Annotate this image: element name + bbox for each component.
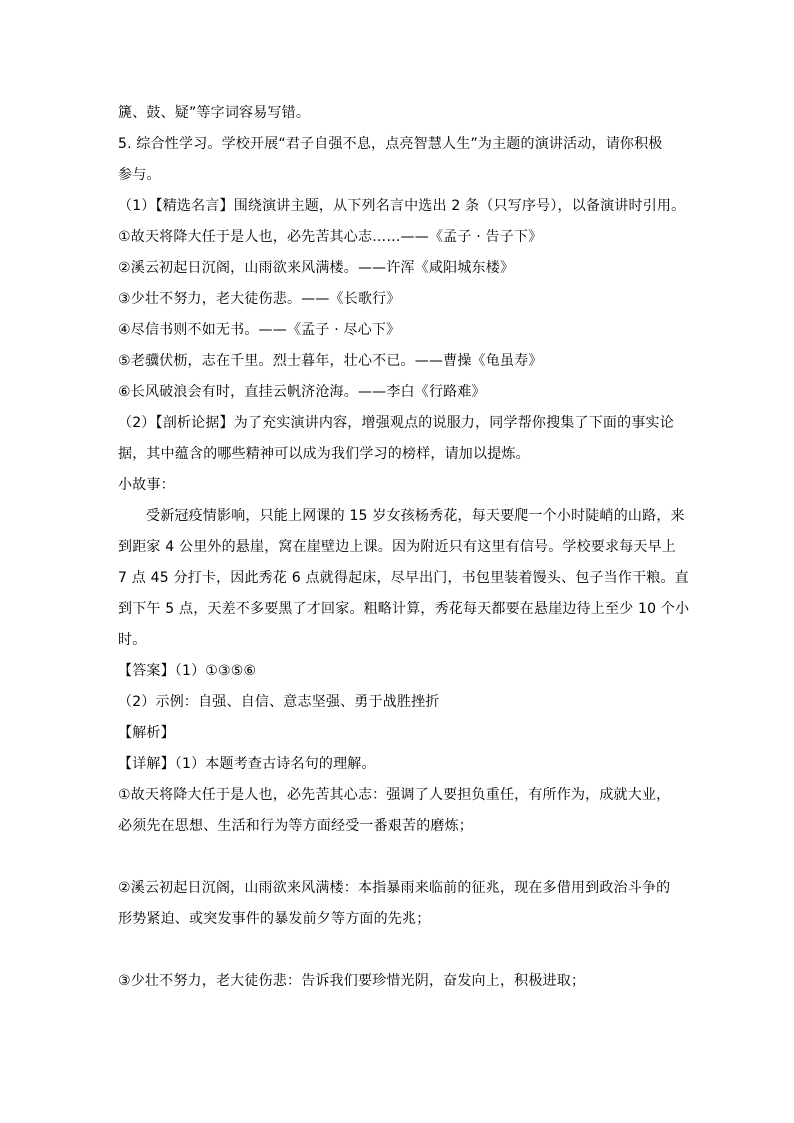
story-heading: 小故事： <box>118 477 175 493</box>
detail-heading: 【详解】（1）本题考查古诗名句的理解。 <box>118 756 376 772</box>
text-line: 据，其中蕴含的哪些精神可以成为我们学习的榜样，请加以提炼。 <box>118 446 530 462</box>
detail-line: ②溪云初起日沉阁，山雨欲来风满楼：本指暴雨来临前的征兆，现在多借用到政治斗争的 <box>118 880 671 896</box>
story-paragraph-line: 受新冠疫情影响，只能上网课的 15 岁女孩杨秀花，每天要爬一个小时陡峭的山路，来 <box>146 508 685 524</box>
quote-item-2: ②溪云初起日沉阁，山雨欲来风满楼。——许浑《咸阳城东楼》 <box>118 260 515 276</box>
quote-item-4: ④尽信书则不如无书。——《孟子 · 尽心下》 <box>118 322 401 338</box>
subquestion-2: （2）【剖析论据】为了充实演讲内容，增强观点的说服力，同学帮你搜集了下面的事实论 <box>118 415 674 431</box>
subquestion-1: （1）【精选名言】围绕演讲主题，从下列名言中选出 2 条（只写序号），以备演讲时引用。 <box>118 198 686 214</box>
detail-line: 形势紧迫、或突发事件的暴发前夕等方面的先兆； <box>118 911 431 927</box>
detail-line: 必须先在思想、生活和行为等方面经受一番艰苦的磨炼； <box>118 818 473 834</box>
detail-line: ③少壮不努力，老大徒伤悲：告诉我们要珍惜光阴，奋发向上，积极进取； <box>118 973 586 989</box>
quote-item-6: ⑥长风破浪会有时，直挂云帆济沧海。——李白《行路难》 <box>118 384 486 400</box>
quote-item-3: ③少壮不努力，老大徒伤悲。——《长歌行》 <box>118 291 401 307</box>
detail-line: ①故天将降大任于是人也，必先苦其心志：强调了人要担负重任，有所作为，成就大业， <box>118 787 671 803</box>
story-paragraph-line: 到下午 5 点，天差不多要黑了才回家。粗略计算，秀花每天都要在悬崖边待上至少 10 个小 <box>118 601 690 617</box>
analysis-heading: 【解析】 <box>118 725 175 741</box>
answer-line: 【答案】（1）①③⑤⑥ <box>118 663 257 679</box>
answer-line: （2）示例：自强、自信、意志坚强、勇于战胜挫折 <box>118 694 440 710</box>
question-5-stem: 5. 综合性学习。学校开展“君子自强不息，点亮智慧人生”为主题的演讲活动，请你积极 <box>118 136 663 152</box>
story-paragraph-line: 7 点 45 分打卡，因此秀花 6 点就得起床，尽早出门，书包里装着馒头、包子当作干粮。直 <box>118 570 689 586</box>
quote-item-5: ⑤老骥伏枥，志在千里。烈士暮年，壮心不已。——曹操《龟虽寿》 <box>118 353 543 369</box>
text-line: 参与。 <box>118 167 161 183</box>
text-line: 篪、鼓、疑”等字词容易写错。 <box>118 105 311 121</box>
quote-item-1: ①故天将降大任于是人也，必先苦其心志……——《孟子 · 告子下》 <box>118 229 543 245</box>
story-paragraph-line: 到距家 4 公里外的悬崖，窝在崖壁边上课。因为附近只有这里有信号。学校要求每天早上 <box>118 539 677 555</box>
story-paragraph-line: 时。 <box>118 632 147 648</box>
